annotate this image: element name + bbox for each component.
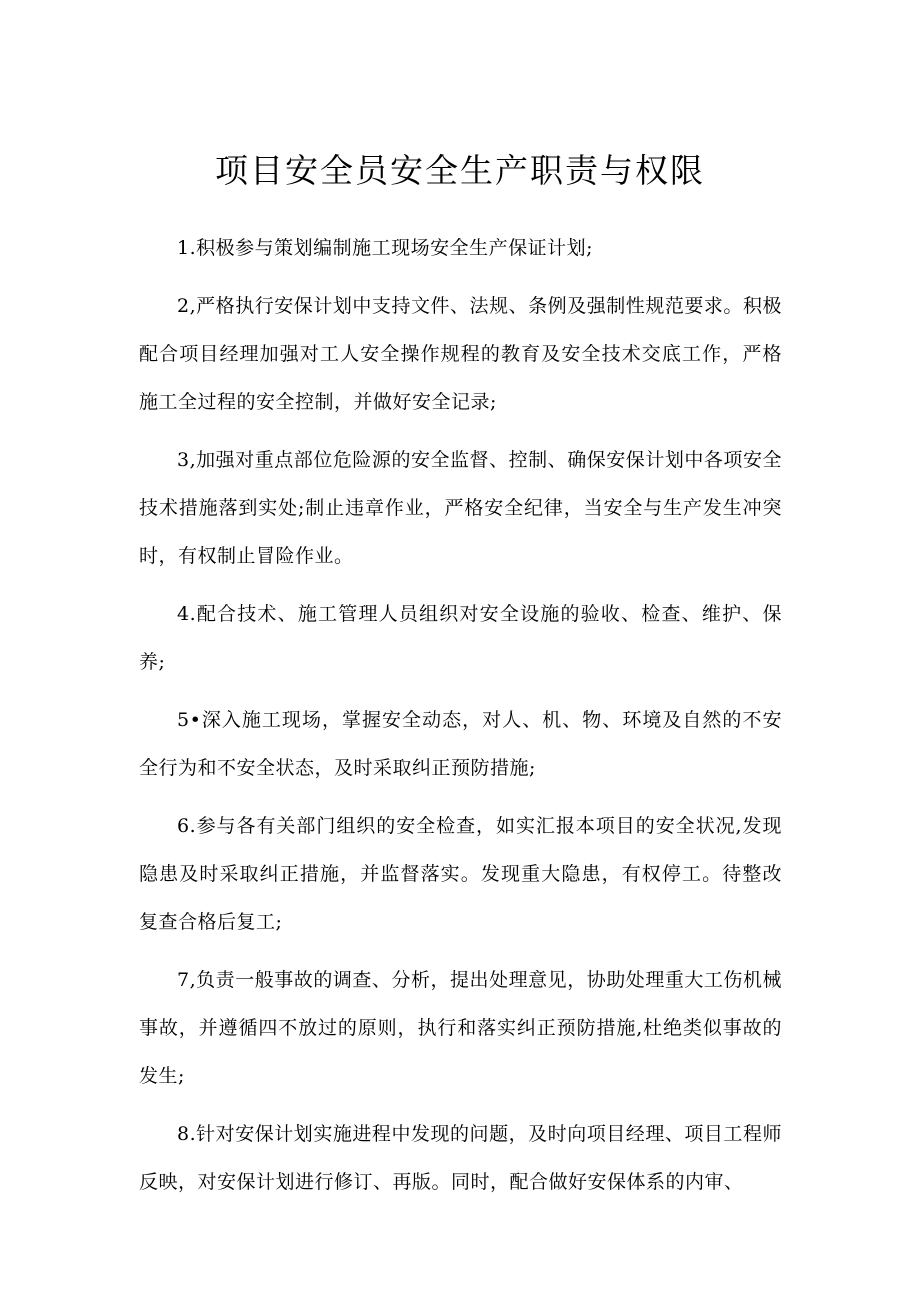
paragraph-3: 3,加强对重点部位危险源的安全监督、控制、确保安保计划中各项安全技术措施落到实处;制止违章作业，严格安全纪律，当安全与生产发生冲突时，有权制止冒险作业。 bbox=[139, 449, 782, 567]
paragraph-6: 6.参与各有关部门组织的安全检查，如实汇报本项目的安全状况,发现隐患及时采取纠正措施，并监督落实。发现重大隐患，有权停工。待整改复查合格后复工; bbox=[139, 815, 782, 933]
paragraph-7: 7,负责一般事故的调查、分析，提出处理意见，协助处理重大工伤机械事故，并遵循四不放过的原则，执行和落实纠正预防措施,杜绝类似事故的发生; bbox=[139, 969, 782, 1087]
paragraph-4: 4.配合技术、施工管理人员组织对安全设施的验收、检查、维护、保养; bbox=[139, 603, 782, 673]
document-body bbox=[139, 224, 782, 1216]
paragraph-5: 5•深入施工现场，掌握安全动态，对人、机、物、环境及自然的不安全行为和不安全状态，及时采取纠正预防措施; bbox=[139, 709, 782, 779]
paragraph-2: 2,严格执行安保计划中支持文件、法规、条例及强制性规范要求。积极配合项目经理加强对工人安全操作规程的教育及安全技术交底工作，严格施工全过程的安全控制，并做好安全记录; bbox=[139, 295, 782, 413]
paragraph-8: 8.针对安保计划实施进程中发现的问题，及时向项目经理、项目工程师反映，对安保计划进行修订、再版。同时，配合做好安保体系的内审、 bbox=[139, 1123, 782, 1193]
document-title: 项目安全员安全生产职责与权限 bbox=[215, 151, 705, 190]
paragraph-1: 1.积极参与策划编制施工现场安全生产保证计划; bbox=[177, 237, 594, 259]
